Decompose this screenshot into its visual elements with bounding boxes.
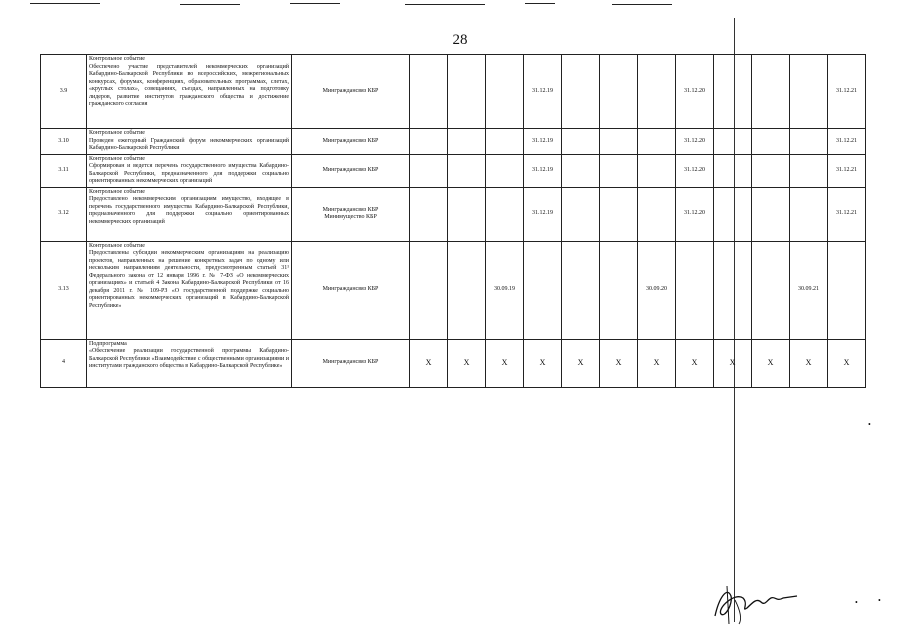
table-row: [41, 129, 866, 155]
schedule-cell: 31.12.20: [676, 154, 714, 187]
row-number: 3.11: [41, 154, 87, 187]
row-number: 3.12: [41, 187, 87, 241]
schedule-cell: [448, 154, 486, 187]
row-description-heading: Контрольное событие: [89, 56, 145, 62]
row-number: 3.9: [41, 55, 87, 129]
schedule-cell: 31.12.19: [524, 187, 562, 241]
row-description-text: Сформирован и ведется перечень государственного имущества Кабардино-Балкарской Республики, предназначенного для поддержки социально ориентированных некоммерческих организаций: [89, 163, 289, 184]
schedule-cell: [600, 129, 638, 155]
schedule-cell: [638, 129, 676, 155]
schedule-cell: [790, 129, 828, 155]
table-row: [41, 241, 866, 339]
row-description-heading: Контрольное событие: [89, 188, 145, 195]
schedule-cell: [562, 241, 600, 339]
row-description-text: Предоставлены субсидии некоммерческим организациям на реализацию проектов, направленных на решение конкретных задач по одному или нескольким направлениям деятельности, предусмотренным статьей 31¹ Федерального закона от 12 января 1996 г. № 7-ФЗ «О некоммерческих организациях» и статьей 4 Закона Кабардино-Балкарской Республики от 16 декабря 2011 г. № 109-РЗ «О государственной поддержке социально ориентированных некоммерческих организаций в Кабардино-Балкарской Республике»: [89, 250, 289, 309]
schedule-cell: X: [524, 339, 562, 387]
schedule-cell: 31.12.21: [828, 154, 866, 187]
row-description: [87, 241, 292, 339]
scan-artifact-line: [525, 3, 555, 4]
schedule-cell: [714, 241, 752, 339]
schedule-cell: [410, 129, 448, 155]
row-description-heading: Контрольное событие: [89, 130, 145, 136]
schedule-cell: [486, 187, 524, 241]
schedule-cell: [448, 241, 486, 339]
row-number: 3.10: [41, 129, 87, 155]
schedule-cell: X: [562, 339, 600, 387]
schedule-cell: [524, 241, 562, 339]
schedule-cell: [828, 241, 866, 339]
schedule-cell: [448, 129, 486, 155]
responsible-executor: [292, 154, 410, 187]
schedule-cell: [410, 154, 448, 187]
schedule-cell: [790, 187, 828, 241]
row-description: [87, 187, 292, 241]
schedule-cell: [752, 154, 790, 187]
schedule-cell: [714, 129, 752, 155]
schedule-cell: [638, 154, 676, 187]
row-number: 4: [41, 339, 87, 387]
responsible-executor: [292, 241, 410, 339]
row-description: [87, 129, 292, 155]
schedule-cell: [752, 55, 790, 129]
plan-table: [40, 54, 866, 388]
responsible-executor-name: Минграждансвяз КБР: [322, 359, 379, 366]
schedule-cell: 31.12.20: [676, 55, 714, 129]
scan-artifact-line: [290, 3, 340, 4]
page-number: 28: [452, 32, 468, 48]
schedule-cell: 30.09.20: [638, 241, 676, 339]
schedule-cell: [790, 55, 828, 129]
table-row: [41, 187, 866, 241]
schedule-cell: 31.12.20: [676, 129, 714, 155]
row-description-heading: Контрольное событие: [89, 155, 145, 162]
schedule-cell: 31.12.19: [524, 55, 562, 129]
row-description: [87, 339, 292, 387]
scan-speck: •: [878, 596, 881, 605]
row-description-heading: Подпрограмма: [89, 340, 127, 347]
schedule-cell: X: [828, 339, 866, 387]
schedule-cell: 30.09.19: [486, 241, 524, 339]
row-description-text: «Обеспечение реализации государственной программы Кабардино-Балкарской Республики «Взаимодействие с общественными организациями и институтами гражданского общества в Кабардино-Балкарской Республике»: [89, 348, 289, 369]
schedule-cell: X: [410, 339, 448, 387]
schedule-cell: [448, 55, 486, 129]
responsible-executor-name: Минграждансвяз КБР: [322, 206, 379, 213]
scan-speck: •: [868, 420, 871, 429]
schedule-cell: [676, 241, 714, 339]
scan-speck: •: [855, 598, 858, 607]
schedule-cell: [410, 187, 448, 241]
schedule-cell: [486, 154, 524, 187]
schedule-cell: [562, 129, 600, 155]
responsible-executor-name: Минграждансвяз КБР: [322, 137, 379, 144]
schedule-cell: X: [486, 339, 524, 387]
schedule-cell: 31.12.19: [524, 129, 562, 155]
responsible-executor-name: Минимущество КБР: [324, 214, 377, 220]
schedule-cell: X: [752, 339, 790, 387]
scan-artifact-line: [180, 4, 240, 5]
schedule-cell: X: [638, 339, 676, 387]
row-description: [87, 55, 292, 129]
row-description-text: Проведен ежегодный Гражданский форум некоммерческих организаций Кабардино-Балкарской Республики: [89, 137, 289, 151]
schedule-cell: [562, 187, 600, 241]
schedule-cell: [714, 154, 752, 187]
responsible-executor: [292, 187, 410, 241]
row-description-text: Предоставлено некоммерческим организациям имущество, входящее в перечень государственного имущества Кабардино-Балкарской Республики, предназначенного для поддержки социально ориентированных некоммерческих организаций: [89, 196, 289, 225]
signature: [705, 578, 805, 628]
schedule-cell: 31.12.20: [676, 187, 714, 241]
schedule-cell: [638, 187, 676, 241]
schedule-cell: X: [714, 339, 752, 387]
schedule-cell: [714, 55, 752, 129]
schedule-cell: [410, 241, 448, 339]
responsible-executor-name: Минграждансвяз КБР: [322, 87, 379, 94]
table-row: [41, 154, 866, 187]
schedule-cell: X: [790, 339, 828, 387]
scan-artifact-line: [612, 4, 672, 5]
schedule-cell: [600, 154, 638, 187]
schedule-cell: X: [448, 339, 486, 387]
schedule-cell: [752, 187, 790, 241]
schedule-cell: [486, 55, 524, 129]
scan-artifact-line: [405, 4, 485, 5]
schedule-cell: [752, 241, 790, 339]
schedule-cell: [600, 55, 638, 129]
schedule-cell: [638, 55, 676, 129]
schedule-cell: 31.12.21: [828, 187, 866, 241]
row-description-heading: Контрольное событие: [89, 242, 145, 249]
schedule-cell: [410, 55, 448, 129]
schedule-cell: [448, 187, 486, 241]
schedule-cell: [562, 154, 600, 187]
schedule-cell: [714, 187, 752, 241]
schedule-cell: [752, 129, 790, 155]
responsible-executor: [292, 55, 410, 129]
schedule-cell: 31.12.21: [828, 55, 866, 129]
schedule-cell: [562, 55, 600, 129]
schedule-cell: X: [600, 339, 638, 387]
schedule-cell: [600, 187, 638, 241]
responsible-executor-name: Минграждансвяз КБР: [322, 286, 379, 293]
table-row: [41, 339, 866, 387]
row-description: [87, 154, 292, 187]
responsible-executor: [292, 129, 410, 155]
responsible-executor-name: Минграждансвяз КБР: [322, 166, 379, 173]
schedule-cell: [600, 241, 638, 339]
schedule-cell: 31.12.21: [828, 129, 866, 155]
row-description-text: Обеспечено участие представителей некоммерческих организаций Кабардино-Балкарской Республики во всероссийских, межрегиональных конкурсах, форумах, конференциях, образовательных программах, слетах, «круглых столах», совещаниях, съездах, направленных на подготовку лидеров, развитие институтов гражданского общества и достижение гражданского согласия: [89, 63, 289, 107]
table-row: [41, 55, 866, 129]
schedule-cell: [790, 154, 828, 187]
schedule-cell: [486, 129, 524, 155]
row-number: 3.13: [41, 241, 87, 339]
responsible-executor: [292, 339, 410, 387]
schedule-cell: X: [676, 339, 714, 387]
scan-artifact-line: [30, 3, 100, 4]
schedule-cell: 30.09.21: [790, 241, 828, 339]
schedule-cell: 31.12.19: [524, 154, 562, 187]
